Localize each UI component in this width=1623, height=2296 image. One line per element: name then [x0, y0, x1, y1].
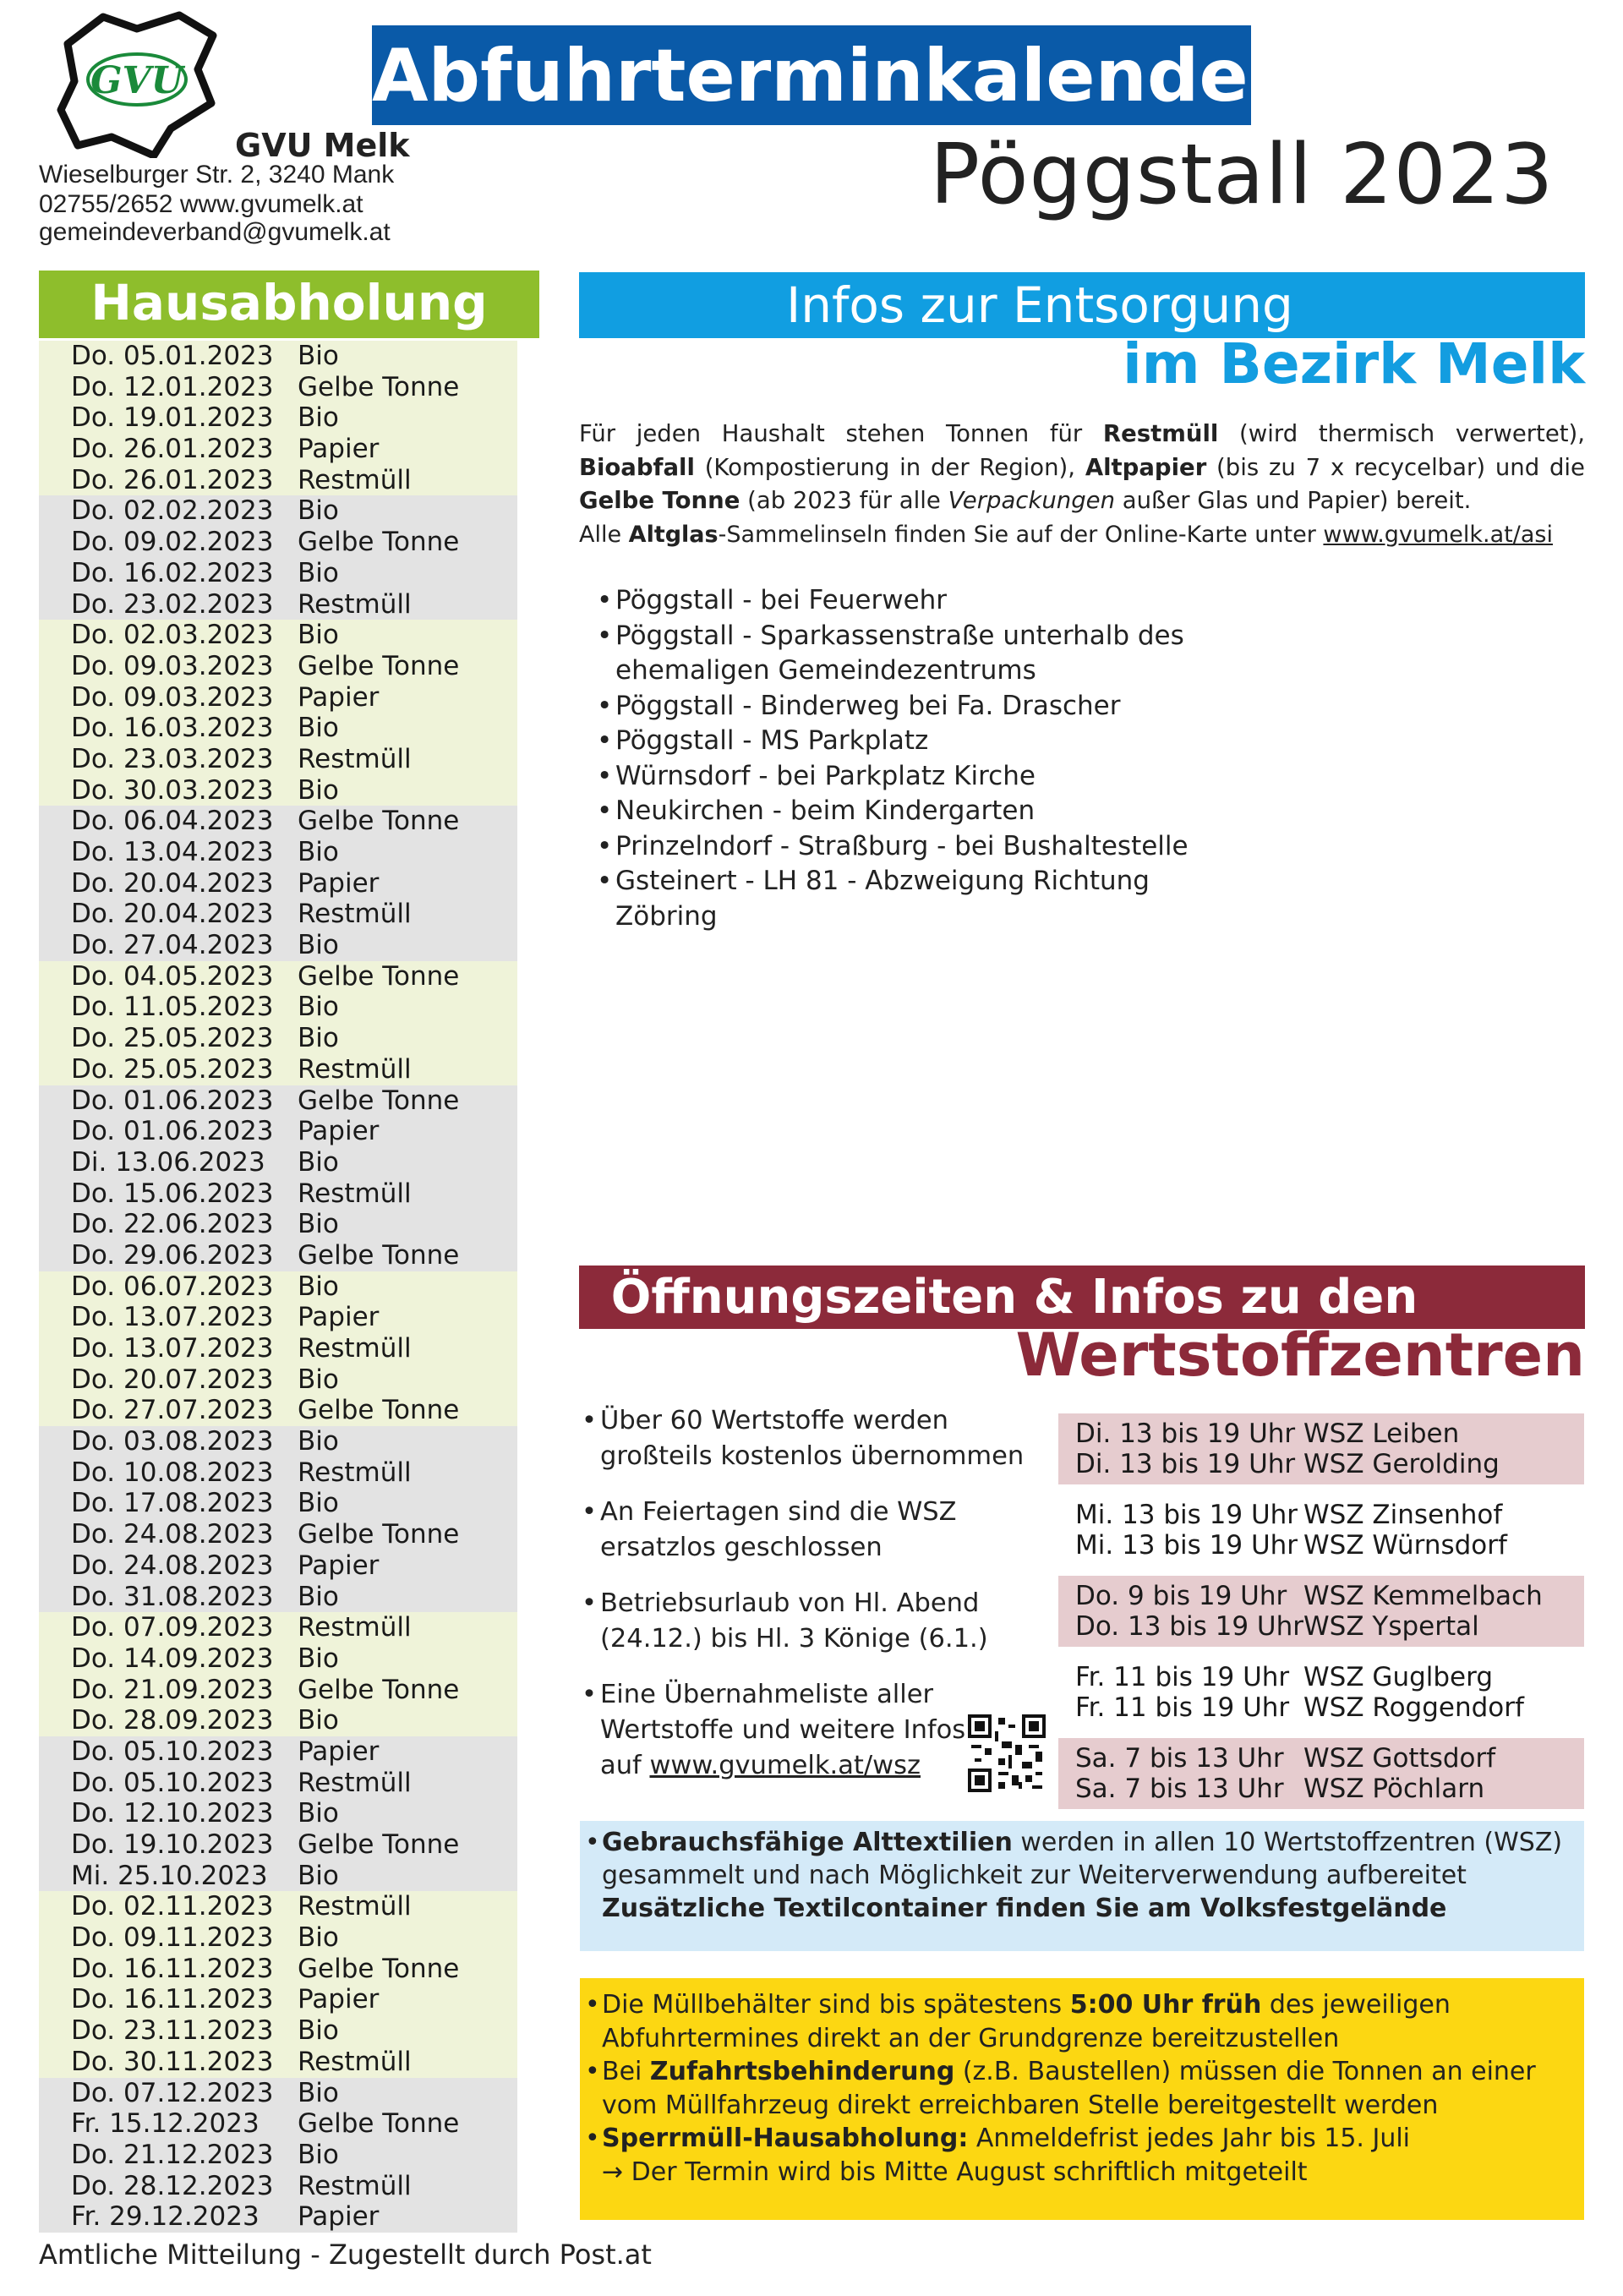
schedule-row [39, 1178, 517, 1210]
schedule-row [39, 558, 517, 589]
text: Alle [579, 521, 629, 548]
pickup-date: Do. 12.01.2023 [71, 371, 274, 402]
waste-type: Papier [298, 1736, 380, 1767]
waste-type: Gelbe Tonne [298, 1953, 460, 1984]
text: Eine Übernahmeliste aller Wertstoffe und weitere Infos auf [600, 1680, 966, 1780]
opening-time: Do. 9 bis 19 Uhr [1075, 1581, 1287, 1611]
pickup-date: Do. 13.07.2023 [71, 1333, 274, 1364]
pickup-date: Do. 27.04.2023 [71, 930, 274, 961]
waste-type: Bio [298, 495, 339, 527]
text-altglas: Altglas [628, 521, 719, 548]
waste-type: Bio [298, 620, 339, 651]
waste-type: Papier [298, 2201, 380, 2233]
waste-type: Bio [298, 2015, 339, 2047]
text: Anmeldefrist jedes Jahr bis 15. Juli [968, 2124, 1411, 2153]
waste-type: Restmüll [298, 2046, 412, 2077]
waste-type: Bio [298, 341, 339, 371]
pickup-date: Do. 30.11.2023 [71, 2046, 274, 2077]
schedule-row [39, 899, 517, 930]
schedule-row [39, 2140, 517, 2171]
pickup-date: Do. 16.02.2023 [71, 557, 274, 588]
pickup-date: Do. 01.06.2023 [71, 1116, 274, 1147]
hours-row [1058, 1581, 1584, 1611]
schedule-row [39, 1891, 517, 1922]
opening-time: Mi. 13 bis 19 Uhr [1075, 1500, 1298, 1530]
schedule-row [39, 1426, 517, 1457]
pickup-date: Do. 10.08.2023 [71, 1457, 274, 1488]
schedule-row [39, 1333, 517, 1364]
pickup-date: Do. 25.05.2023 [71, 1053, 274, 1085]
textil-text [582, 1821, 1579, 1925]
opening-time: Sa. 7 bis 13 Uhr [1075, 1774, 1284, 1804]
pickup-schedule [39, 341, 517, 2233]
waste-type: Gelbe Tonne [298, 1239, 460, 1271]
wsz-location: WSZ Guglberg [1303, 1662, 1494, 1692]
waste-type: Bio [298, 1705, 339, 1736]
schedule-row [39, 1519, 517, 1550]
wsz-location: WSZ Gerolding [1303, 1449, 1500, 1479]
text: (bis zu 7 x recycelbar) und die [1206, 453, 1585, 481]
pickup-date: Do. 02.03.2023 [71, 620, 274, 651]
text-uhrzeit: 5:00 Uhr früh [1069, 1990, 1262, 2020]
text-bioabfall: Bioabfall [579, 453, 695, 481]
pickup-date: Mi. 25.10.2023 [71, 1860, 268, 1891]
altglas-locations-list [597, 583, 1189, 934]
pickup-date: Do. 24.08.2023 [71, 1519, 274, 1550]
hours-row [1058, 1449, 1584, 1479]
schedule-row [39, 1054, 517, 1085]
waste-type: Bio [298, 2139, 339, 2170]
info-paragraph [579, 418, 1585, 551]
schedule-row [39, 1736, 517, 1768]
hours-row [1058, 1419, 1584, 1449]
pickup-date: Do. 30.03.2023 [71, 774, 274, 806]
schedule-row [39, 589, 517, 620]
wsz-subtitle: Wertstoffzentren [1015, 1320, 1585, 1390]
pickup-date: Do. 16.11.2023 [71, 1984, 274, 2015]
schedule-row [39, 1861, 517, 1892]
pickup-date: Do. 23.02.2023 [71, 588, 274, 620]
waste-type: Bio [298, 1364, 339, 1395]
wsz-location: WSZ Kemmelbach [1303, 1581, 1543, 1611]
waste-type: Gelbe Tonne [298, 371, 460, 402]
waste-type: Restmüll [298, 743, 412, 774]
hours-row [1058, 1662, 1584, 1692]
text: Die Müllbehälter sind bis spätestens [602, 1990, 1070, 2020]
text: (ab 2023 für alle [740, 487, 948, 514]
hours-row [1058, 1692, 1584, 1723]
altglas-location: • Pöggstall - Binderweg bei Fa. Drascher [597, 689, 1189, 724]
text: Bei [602, 2057, 650, 2086]
pickup-date: Do. 12.10.2023 [71, 1798, 274, 1829]
schedule-row [39, 1116, 517, 1147]
place-year-heading: Pöggstall 2023 [930, 127, 1555, 223]
pickup-date: Do. 16.11.2023 [71, 1953, 274, 1984]
wsz-note [582, 1677, 972, 1784]
waste-type: Restmüll [298, 1178, 412, 1209]
waste-type: Restmüll [298, 2170, 412, 2201]
pickup-date: Do. 09.03.2023 [71, 650, 274, 681]
text: → Der Termin wird bis Mitte August schriftlich mitgeteilt [602, 2157, 1308, 2187]
pickup-date: Do. 31.08.2023 [71, 1581, 274, 1612]
schedule-row [39, 527, 517, 558]
opening-time: Do. 13 bis 19 Uhr [1075, 1611, 1303, 1642]
schedule-row [39, 744, 517, 775]
pickup-date: Do. 20.04.2023 [71, 867, 274, 899]
schedule-row [39, 1457, 517, 1489]
hours-group [1058, 1576, 1584, 1647]
waste-type: Papier [298, 681, 380, 713]
schedule-row [39, 1829, 517, 1861]
pickup-date: Do. 20.07.2023 [71, 1364, 274, 1395]
waste-type: Papier [298, 1550, 380, 1581]
logo-lettering: GVU [90, 59, 184, 102]
schedule-row [39, 1798, 517, 1829]
hours-row [1058, 1611, 1584, 1642]
text-verpackungen: Verpackungen [948, 487, 1116, 514]
text: des jeweiligen [1261, 1990, 1451, 2020]
wsz-opening-hours [1058, 1413, 1584, 1819]
schedule-row [39, 1768, 517, 1799]
pickup-date: Do. 11.05.2023 [71, 992, 274, 1023]
schedule-row [39, 2201, 517, 2233]
org-phone-web: 02755/2652 www.gvumelk.at [39, 190, 363, 218]
pickup-date: Do. 13.07.2023 [71, 1302, 274, 1333]
waste-type: Gelbe Tonne [298, 1829, 460, 1860]
pickup-date: Do. 14.09.2023 [71, 1643, 274, 1674]
pickup-date: Do. 24.08.2023 [71, 1550, 274, 1581]
pickup-date: Do. 23.11.2023 [71, 2015, 274, 2047]
schedule-row [39, 1984, 517, 2015]
schedule-row [39, 837, 517, 868]
waste-type: Papier [298, 867, 380, 899]
text: werden in allen 10 Wertstoffzentren (WSZ) [1012, 1828, 1563, 1857]
pickup-date: Do. 25.05.2023 [71, 1023, 274, 1054]
text-restmuell: Restmüll [1102, 420, 1219, 447]
schedule-row [39, 372, 517, 403]
waste-type: Restmüll [298, 464, 412, 495]
waste-type: Papier [298, 1116, 380, 1147]
text-alttextilien: Gebrauchsfähige Alttextilien [602, 1828, 1013, 1857]
altglas-location: • Pöggstall - bei Feuerwehr [597, 583, 1189, 619]
waste-type: Gelbe Tonne [298, 650, 460, 681]
wsz-note: • An Feiertagen sind die WSZ ersatzlos geschlossen [582, 1495, 1038, 1566]
pickup-date: Do. 21.12.2023 [71, 2139, 274, 2170]
schedule-row [39, 1395, 517, 1426]
schedule-row [39, 1643, 517, 1675]
text: gesammelt und nach Möglichkeit zur Weiterverwendung aufbereitet [602, 1861, 1467, 1890]
opening-time: Fr. 11 bis 19 Uhr [1075, 1692, 1290, 1723]
hours-group [1058, 1495, 1584, 1566]
schedule-row [39, 992, 517, 1023]
pickup-date: Do. 01.06.2023 [71, 1085, 274, 1116]
text: -Sammelinseln finden Sie auf der Online-Karte unter [718, 521, 1324, 548]
schedule-row [39, 2171, 517, 2202]
altglas-location: • Pöggstall - MS Parkplatz [597, 724, 1189, 759]
wsz-location: WSZ Gottsdorf [1303, 1743, 1496, 1774]
schedule-row [39, 1271, 517, 1303]
wsz-location: WSZ Pöchlarn [1303, 1774, 1485, 1804]
schedule-row [39, 713, 517, 744]
waste-type: Restmüll [298, 899, 412, 930]
gvu-logo [52, 10, 221, 158]
waste-type: Papier [298, 1984, 380, 2015]
waste-type: Bio [298, 1209, 339, 1240]
pickup-date: Do. 05.10.2023 [71, 1767, 274, 1798]
waste-type: Gelbe Tonne [298, 2108, 460, 2140]
schedule-row [39, 1582, 517, 1613]
pickup-date: Do. 03.08.2023 [71, 1426, 274, 1457]
pickup-date: Do. 02.02.2023 [71, 495, 274, 527]
altglas-location: • Würnsdorf - bei Parkplatz Kirche [597, 759, 1189, 795]
pickup-date: Do. 28.12.2023 [71, 2170, 274, 2201]
schedule-row [39, 1550, 517, 1582]
text: Für jeden Haushalt stehen Tonnen für [579, 420, 1103, 447]
text: Abfuhrtermines direkt an der Grundgrenze bereitzustellen [602, 2023, 1340, 2053]
waste-type: Bio [298, 1488, 339, 1519]
waste-type: Bio [298, 930, 339, 961]
schedule-row [39, 775, 517, 806]
pickup-date: Do. 28.09.2023 [71, 1705, 274, 1736]
wsz-location: WSZ Leiben [1303, 1419, 1460, 1449]
altglas-location: • Prinzelndorf - Straßburg - bei Bushaltestelle [597, 829, 1189, 865]
hours-group [1058, 1413, 1584, 1484]
text: (wird thermisch verwertet), [1218, 420, 1585, 447]
waste-type: Bio [298, 1023, 339, 1054]
altglas-location: • Gsteinert - LH 81 - Abzweigung Richtung Zöbring [597, 864, 1189, 934]
pickup-date: Do. 19.01.2023 [71, 402, 274, 434]
info-subtitle: im Bezirk Melk [1123, 331, 1585, 396]
text: (z.B. Baustellen) müssen die Tonnen an einer [954, 2057, 1536, 2086]
schedule-row [39, 868, 517, 899]
waste-type: Bio [298, 402, 339, 434]
waste-type: Gelbe Tonne [298, 1674, 460, 1705]
schedule-row [39, 495, 517, 527]
pickup-date: Do. 15.06.2023 [71, 1178, 274, 1209]
text-sperrmuell: Sperrmüll-Hausabholung: [602, 2124, 969, 2153]
schedule-row [39, 434, 517, 465]
schedule-row [39, 465, 517, 496]
waste-type: Restmüll [298, 1767, 412, 1798]
schedule-row [39, 402, 517, 434]
schedule-row [39, 682, 517, 713]
waste-type: Bio [298, 1426, 339, 1457]
pickup-date: Do. 27.07.2023 [71, 1395, 274, 1426]
waste-type: Bio [298, 2077, 339, 2108]
hours-group [1058, 1738, 1584, 1809]
pickup-date: Do. 09.02.2023 [71, 527, 274, 558]
pickup-date: Do. 04.05.2023 [71, 960, 274, 992]
footer-note: Amtliche Mitteilung - Zugestellt durch Post.at [39, 2239, 652, 2271]
pickup-date: Do. 09.03.2023 [71, 681, 274, 713]
pickup-date: Do. 06.07.2023 [71, 1271, 274, 1302]
pickup-date: Do. 26.01.2023 [71, 434, 274, 465]
waste-type: Bio [298, 713, 339, 744]
waste-type: Gelbe Tonne [298, 806, 460, 837]
pickup-date: Do. 20.04.2023 [71, 899, 274, 930]
opening-time: Di. 13 bis 19 Uhr [1075, 1419, 1296, 1449]
pickup-date: Do. 26.01.2023 [71, 464, 274, 495]
pickup-date: Do. 02.11.2023 [71, 1891, 274, 1922]
altglas-location: • Neukirchen - beim Kindergarten [597, 794, 1189, 829]
pickup-date: Di. 13.06.2023 [71, 1146, 265, 1178]
asi-link[interactable]: www.gvumelk.at/asi [1323, 521, 1553, 548]
schedule-row [39, 1240, 517, 1271]
waste-type: Bio [298, 774, 339, 806]
waste-type: Bio [298, 1922, 339, 1954]
schedule-row [39, 651, 517, 682]
wsz-location: WSZ Roggendorf [1303, 1692, 1524, 1723]
schedule-row [39, 1488, 517, 1519]
schedule-row [39, 930, 517, 961]
wsz-note: • Betriebsurlaub von Hl. Abend (24.12.) bis Hl. 3 Könige (6.1.) [582, 1586, 1038, 1657]
page-title: Abfuhrterminkalender [372, 34, 1285, 118]
schedule-row [39, 961, 517, 992]
schedule-row [39, 2108, 517, 2140]
pickup-date: Do. 05.10.2023 [71, 1736, 274, 1767]
schedule-row [39, 1023, 517, 1054]
pickup-date: Do. 21.09.2023 [71, 1674, 274, 1705]
text-zufahrt: Zufahrtsbehinderung [649, 2057, 955, 2086]
pickup-date: Do. 16.03.2023 [71, 713, 274, 744]
hours-row [1058, 1500, 1584, 1530]
waste-type: Restmüll [298, 1053, 412, 1085]
pickup-date: Do. 07.12.2023 [71, 2077, 274, 2108]
pickup-date: Do. 05.01.2023 [71, 341, 274, 371]
wsz-note: • Über 60 Wertstoffe werden großteils kostenlos übernommen [582, 1403, 1038, 1474]
schedule-row [39, 2047, 517, 2078]
waste-type: Papier [298, 434, 380, 465]
pickup-date: Do. 19.10.2023 [71, 1829, 274, 1860]
waste-type: Bio [298, 1860, 339, 1891]
pickup-date: Do. 09.11.2023 [71, 1922, 274, 1954]
schedule-row [39, 1954, 517, 1985]
hinweise-text [582, 1988, 1579, 2189]
wsz-location: WSZ Würnsdorf [1303, 1530, 1507, 1561]
qr-code-icon[interactable] [968, 1714, 1046, 1792]
opening-time: Sa. 7 bis 13 Uhr [1075, 1743, 1284, 1774]
pickup-date: Fr. 15.12.2023 [71, 2108, 260, 2140]
opening-time: Fr. 11 bis 19 Uhr [1075, 1662, 1290, 1692]
waste-type: Bio [298, 1798, 339, 1829]
pickup-date: Do. 29.06.2023 [71, 1239, 274, 1271]
wsz-link[interactable]: www.gvumelk.at/wsz [649, 1751, 921, 1780]
pickup-date: Do. 06.04.2023 [71, 806, 274, 837]
schedule-row [39, 1209, 517, 1240]
schedule-row [39, 1922, 517, 1954]
hours-group [1058, 1657, 1584, 1728]
schedule-row [39, 1705, 517, 1736]
text-textilcontainer: Zusätzliche Textilcontainer finden Sie am Volksfestgelände [602, 1894, 1447, 1923]
wsz-title: Öffnungszeiten & Infos zu den [610, 1270, 1418, 1325]
hausabholung-title: Hausabholung [90, 274, 488, 331]
hours-row [1058, 1530, 1584, 1561]
altglas-location: • Pöggstall - Sparkassenstraße unterhalb des ehemaligen Gemeindezentrums [597, 619, 1189, 689]
waste-type: Gelbe Tonne [298, 1395, 460, 1426]
wsz-location: WSZ Zinsenhof [1303, 1500, 1503, 1530]
hours-row [1058, 1774, 1584, 1804]
hours-row [1058, 1743, 1584, 1774]
schedule-row [39, 1612, 517, 1643]
schedule-row [39, 1085, 517, 1117]
schedule-row [39, 1675, 517, 1706]
waste-type: Bio [298, 557, 339, 588]
text-gelbe-tonne: Gelbe Tonne [579, 487, 740, 514]
waste-type: Restmüll [298, 588, 412, 620]
pickup-date: Do. 17.08.2023 [71, 1488, 274, 1519]
waste-type: Restmüll [298, 1457, 412, 1488]
waste-type: Bio [298, 1271, 339, 1302]
schedule-row [39, 341, 517, 372]
waste-type: Bio [298, 992, 339, 1023]
org-email: gemeindeverband@gvumelk.at [39, 218, 391, 246]
schedule-row [39, 1302, 517, 1333]
waste-type: Bio [298, 1146, 339, 1178]
schedule-row [39, 1147, 517, 1178]
pickup-date: Do. 22.06.2023 [71, 1209, 274, 1240]
opening-time: Di. 13 bis 19 Uhr [1075, 1449, 1296, 1479]
opening-time: Mi. 13 bis 19 Uhr [1075, 1530, 1298, 1561]
pickup-date: Do. 07.09.2023 [71, 1612, 274, 1643]
pickup-date: Do. 23.03.2023 [71, 743, 274, 774]
waste-type: Gelbe Tonne [298, 1085, 460, 1116]
pickup-date: Do. 13.04.2023 [71, 837, 274, 867]
text-altpapier: Altpapier [1085, 453, 1207, 481]
waste-type: Bio [298, 837, 339, 867]
waste-type: Papier [298, 1302, 380, 1333]
waste-type: Bio [298, 1581, 339, 1612]
waste-type: Gelbe Tonne [298, 960, 460, 992]
waste-type: Gelbe Tonne [298, 527, 460, 558]
schedule-row [39, 1364, 517, 1396]
text: außer Glas und Papier) bereit. [1115, 487, 1472, 514]
text: (Kompostierung in der Region), [694, 453, 1085, 481]
schedule-row [39, 2078, 517, 2109]
org-address: Wieselburger Str. 2, 3240 Mank [39, 161, 395, 189]
schedule-row [39, 2015, 517, 2047]
waste-type: Restmüll [298, 1333, 412, 1364]
text: vom Müllfahrzeug direkt erreichbaren Stelle bereitgestellt werden [602, 2090, 1439, 2120]
wsz-location: WSZ Yspertal [1303, 1611, 1479, 1642]
waste-type: Restmüll [298, 1612, 412, 1643]
pickup-date: Fr. 29.12.2023 [71, 2201, 260, 2233]
org-name: GVU Melk [235, 127, 410, 164]
waste-type: Gelbe Tonne [298, 1519, 460, 1550]
info-title: Infos zur Entsorgung [786, 276, 1293, 334]
schedule-row [39, 620, 517, 651]
waste-type: Restmüll [298, 1891, 412, 1922]
waste-type: Bio [298, 1643, 339, 1674]
schedule-row [39, 806, 517, 837]
